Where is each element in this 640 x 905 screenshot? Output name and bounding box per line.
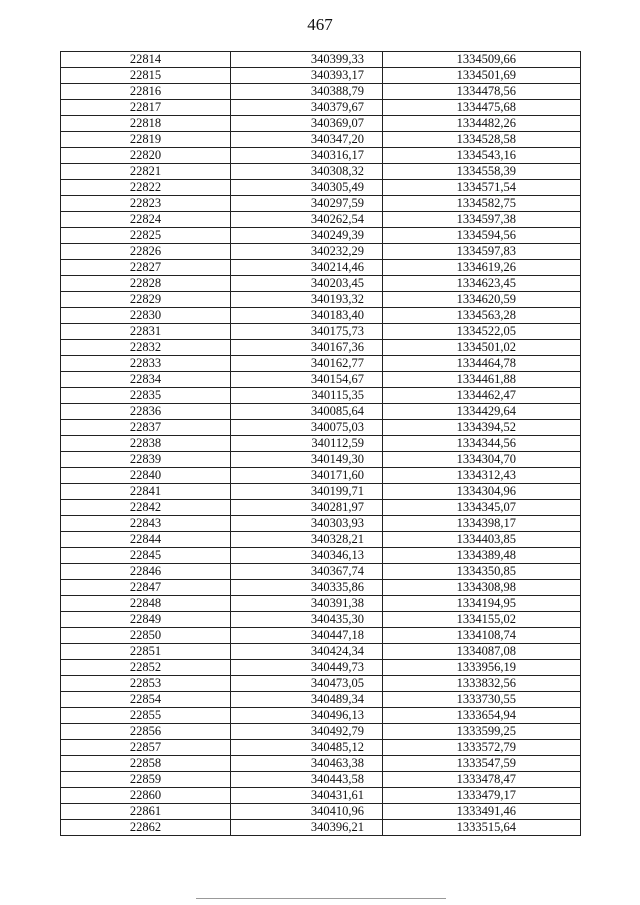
y-coordinate-cell: 1334571,54 [383,180,581,196]
x-coordinate-cell: 340262,54 [231,212,383,228]
x-coordinate-cell: 340443,58 [231,772,383,788]
x-coordinate-cell: 340393,17 [231,68,383,84]
x-coordinate-cell: 340308,32 [231,164,383,180]
table-row [61,228,581,244]
table-row [61,372,581,388]
x-coordinate-cell: 340335,86 [231,580,383,596]
table-row [61,420,581,436]
y-coordinate-cell: 1333730,55 [383,692,581,708]
y-coordinate-cell: 1334194,95 [383,596,581,612]
point-number-cell: 22841 [61,484,231,500]
point-number-cell: 22832 [61,340,231,356]
x-coordinate-cell: 340193,32 [231,292,383,308]
point-number-cell: 22848 [61,596,231,612]
x-coordinate-cell: 340175,73 [231,324,383,340]
y-coordinate-cell: 1334344,56 [383,436,581,452]
x-coordinate-cell: 340367,74 [231,564,383,580]
point-number-cell: 22840 [61,468,231,484]
y-coordinate-cell: 1334312,43 [383,468,581,484]
point-number-cell: 22834 [61,372,231,388]
y-coordinate-cell: 1333572,79 [383,740,581,756]
y-coordinate-cell: 1333478,47 [383,772,581,788]
table-row [61,164,581,180]
point-number-cell: 22850 [61,628,231,644]
point-number-cell: 22847 [61,580,231,596]
point-number-cell: 22822 [61,180,231,196]
point-number-cell: 22829 [61,292,231,308]
y-coordinate-cell: 1334543,16 [383,148,581,164]
y-coordinate-cell: 1334304,96 [383,484,581,500]
x-coordinate-cell: 340203,45 [231,276,383,292]
y-coordinate-cell: 1334522,05 [383,324,581,340]
point-number-cell: 22839 [61,452,231,468]
point-number-cell: 22821 [61,164,231,180]
x-coordinate-cell: 340399,33 [231,52,383,68]
x-coordinate-cell: 340249,39 [231,228,383,244]
y-coordinate-cell: 1334462,47 [383,388,581,404]
table-row [61,580,581,596]
x-coordinate-cell: 340473,05 [231,676,383,692]
y-coordinate-cell: 1334461,88 [383,372,581,388]
point-number-cell: 22856 [61,724,231,740]
table-row [61,484,581,500]
point-number-cell: 22837 [61,420,231,436]
table-row [61,276,581,292]
point-number-cell: 22820 [61,148,231,164]
footer-rule [196,898,446,899]
point-number-cell: 22838 [61,436,231,452]
table-row [61,564,581,580]
x-coordinate-cell: 340463,38 [231,756,383,772]
table-row [61,532,581,548]
table-row [61,324,581,340]
table-row [61,516,581,532]
y-coordinate-cell: 1334475,68 [383,100,581,116]
table-row [61,292,581,308]
point-number-cell: 22859 [61,772,231,788]
x-coordinate-cell: 340346,13 [231,548,383,564]
table-row [61,756,581,772]
y-coordinate-cell: 1334563,28 [383,308,581,324]
point-number-cell: 22830 [61,308,231,324]
table-row [61,340,581,356]
point-number-cell: 22857 [61,740,231,756]
y-coordinate-cell: 1334087,08 [383,644,581,660]
point-number-cell: 22855 [61,708,231,724]
table-row [61,52,581,68]
point-number-cell: 22817 [61,100,231,116]
table-row [61,500,581,516]
table-row [61,740,581,756]
point-number-cell: 22823 [61,196,231,212]
y-coordinate-cell: 1334155,02 [383,612,581,628]
table-row [61,100,581,116]
x-coordinate-cell: 340112,59 [231,436,383,452]
y-coordinate-cell: 1334394,52 [383,420,581,436]
x-coordinate-cell: 340171,60 [231,468,383,484]
point-number-cell: 22858 [61,756,231,772]
table-row [61,692,581,708]
x-coordinate-cell: 340431,61 [231,788,383,804]
y-coordinate-cell: 1334597,83 [383,244,581,260]
x-coordinate-cell: 340162,77 [231,356,383,372]
point-number-cell: 22860 [61,788,231,804]
x-coordinate-cell: 340214,46 [231,260,383,276]
table-row [61,212,581,228]
table-row [61,404,581,420]
table-row [61,612,581,628]
point-number-cell: 22824 [61,212,231,228]
table-row [61,788,581,804]
point-number-cell: 22849 [61,612,231,628]
point-number-cell: 22831 [61,324,231,340]
x-coordinate-cell: 340489,34 [231,692,383,708]
table-row [61,84,581,100]
point-number-cell: 22816 [61,84,231,100]
y-coordinate-cell: 1334594,56 [383,228,581,244]
x-coordinate-cell: 340297,59 [231,196,383,212]
table-row [61,356,581,372]
y-coordinate-cell: 1334108,74 [383,628,581,644]
x-coordinate-cell: 340449,73 [231,660,383,676]
point-number-cell: 22851 [61,644,231,660]
x-coordinate-cell: 340485,12 [231,740,383,756]
table-row [61,596,581,612]
table-row [61,548,581,564]
table-row [61,676,581,692]
table-row [61,260,581,276]
x-coordinate-cell: 340154,67 [231,372,383,388]
x-coordinate-cell: 340183,40 [231,308,383,324]
x-coordinate-cell: 340496,13 [231,708,383,724]
table-row [61,708,581,724]
x-coordinate-cell: 340447,18 [231,628,383,644]
table-row [61,724,581,740]
point-number-cell: 22861 [61,804,231,820]
table-row [61,196,581,212]
table-row [61,804,581,820]
coordinates-table-body [61,52,581,836]
point-number-cell: 22844 [61,532,231,548]
y-coordinate-cell: 1334464,78 [383,356,581,372]
point-number-cell: 22815 [61,68,231,84]
x-coordinate-cell: 340424,34 [231,644,383,660]
table-row [61,308,581,324]
y-coordinate-cell: 1334345,07 [383,500,581,516]
x-coordinate-cell: 340305,49 [231,180,383,196]
table-row [61,468,581,484]
x-coordinate-cell: 340369,07 [231,116,383,132]
x-coordinate-cell: 340435,30 [231,612,383,628]
x-coordinate-cell: 340347,20 [231,132,383,148]
table-row [61,244,581,260]
y-coordinate-cell: 1334558,39 [383,164,581,180]
coordinates-table [60,51,581,836]
x-coordinate-cell: 340396,21 [231,820,383,836]
x-coordinate-cell: 340232,29 [231,244,383,260]
y-coordinate-cell: 1333956,19 [383,660,581,676]
y-coordinate-cell: 1333479,17 [383,788,581,804]
point-number-cell: 22852 [61,660,231,676]
table-row [61,436,581,452]
point-number-cell: 22836 [61,404,231,420]
point-number-cell: 22842 [61,500,231,516]
y-coordinate-cell: 1334501,69 [383,68,581,84]
point-number-cell: 22853 [61,676,231,692]
y-coordinate-cell: 1334478,56 [383,84,581,100]
y-coordinate-cell: 1334620,59 [383,292,581,308]
point-number-cell: 22818 [61,116,231,132]
table-row [61,452,581,468]
y-coordinate-cell: 1334482,26 [383,116,581,132]
y-coordinate-cell: 1333832,56 [383,676,581,692]
table-row [61,180,581,196]
x-coordinate-cell: 340115,35 [231,388,383,404]
x-coordinate-cell: 340328,21 [231,532,383,548]
x-coordinate-cell: 340303,93 [231,516,383,532]
y-coordinate-cell: 1334619,26 [383,260,581,276]
y-coordinate-cell: 1334528,58 [383,132,581,148]
table-row [61,660,581,676]
y-coordinate-cell: 1334429,64 [383,404,581,420]
y-coordinate-cell: 1334304,70 [383,452,581,468]
table-row [61,644,581,660]
point-number-cell: 22828 [61,276,231,292]
y-coordinate-cell: 1334582,75 [383,196,581,212]
x-coordinate-cell: 340316,17 [231,148,383,164]
x-coordinate-cell: 340281,97 [231,500,383,516]
y-coordinate-cell: 1334398,17 [383,516,581,532]
point-number-cell: 22845 [61,548,231,564]
y-coordinate-cell: 1333547,59 [383,756,581,772]
y-coordinate-cell: 1334501,02 [383,340,581,356]
x-coordinate-cell: 340379,67 [231,100,383,116]
table-row [61,820,581,836]
table-row [61,132,581,148]
table-row [61,388,581,404]
y-coordinate-cell: 1334350,85 [383,564,581,580]
y-coordinate-cell: 1334509,66 [383,52,581,68]
x-coordinate-cell: 340085,64 [231,404,383,420]
y-coordinate-cell: 1334389,48 [383,548,581,564]
x-coordinate-cell: 340388,79 [231,84,383,100]
x-coordinate-cell: 340075,03 [231,420,383,436]
table-row [61,68,581,84]
point-number-cell: 22854 [61,692,231,708]
y-coordinate-cell: 1333599,25 [383,724,581,740]
x-coordinate-cell: 340410,96 [231,804,383,820]
y-coordinate-cell: 1333491,46 [383,804,581,820]
point-number-cell: 22814 [61,52,231,68]
point-number-cell: 22819 [61,132,231,148]
point-number-cell: 22826 [61,244,231,260]
table-row [61,772,581,788]
x-coordinate-cell: 340492,79 [231,724,383,740]
point-number-cell: 22862 [61,820,231,836]
y-coordinate-cell: 1334403,85 [383,532,581,548]
point-number-cell: 22846 [61,564,231,580]
point-number-cell: 22833 [61,356,231,372]
page-number: 467 [307,15,333,34]
y-coordinate-cell: 1334623,45 [383,276,581,292]
point-number-cell: 22843 [61,516,231,532]
x-coordinate-cell: 340391,38 [231,596,383,612]
y-coordinate-cell: 1334308,98 [383,580,581,596]
point-number-cell: 22827 [61,260,231,276]
y-coordinate-cell: 1333515,64 [383,820,581,836]
table-row [61,116,581,132]
point-number-cell: 22825 [61,228,231,244]
point-number-cell: 22835 [61,388,231,404]
x-coordinate-cell: 340199,71 [231,484,383,500]
table-row [61,148,581,164]
x-coordinate-cell: 340167,36 [231,340,383,356]
y-coordinate-cell: 1334597,38 [383,212,581,228]
x-coordinate-cell: 340149,30 [231,452,383,468]
table-row [61,628,581,644]
y-coordinate-cell: 1333654,94 [383,708,581,724]
